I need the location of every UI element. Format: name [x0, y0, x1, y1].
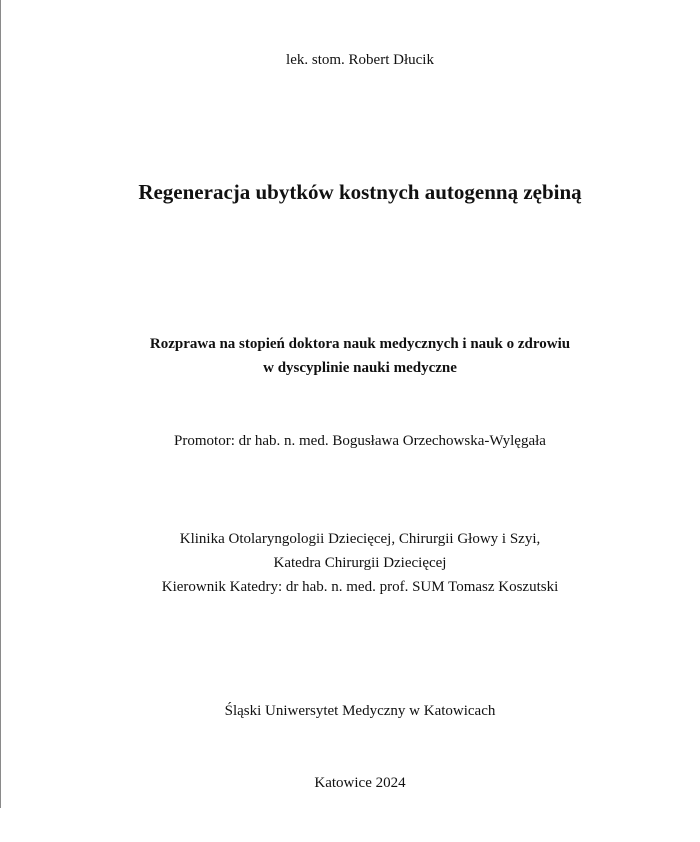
- university-name: Śląski Uniwersytet Medyczny w Katowicach: [224, 703, 496, 719]
- promotor: Promotor: dr hab. n. med. Bogusława Orzechowska-Wylęgała: [174, 433, 546, 449]
- degree-description-line-1: Rozprawa na stopień doktora nauk medycznych i nauk o zdrowiu: [149, 336, 571, 352]
- department-head: Kierownik Katedry: dr hab. n. med. prof. SUM Tomasz Koszutski: [161, 579, 559, 595]
- page-left-border: [0, 0, 1, 808]
- degree-description-line-2: w dyscyplinie nauki medyczne: [263, 360, 457, 376]
- author-name: lek. stom. Robert Dłucik: [286, 52, 434, 68]
- department-name: Katedra Chirurgii Dziecięcej: [273, 555, 447, 571]
- clinic-name: Klinika Otolaryngologii Dziecięcej, Chirurgii Głowy i Szyi,: [179, 531, 541, 547]
- place-and-year: Katowice 2024: [314, 775, 406, 791]
- thesis-title: Regeneracja ubytków kostnych autogenną zębiną: [138, 180, 582, 204]
